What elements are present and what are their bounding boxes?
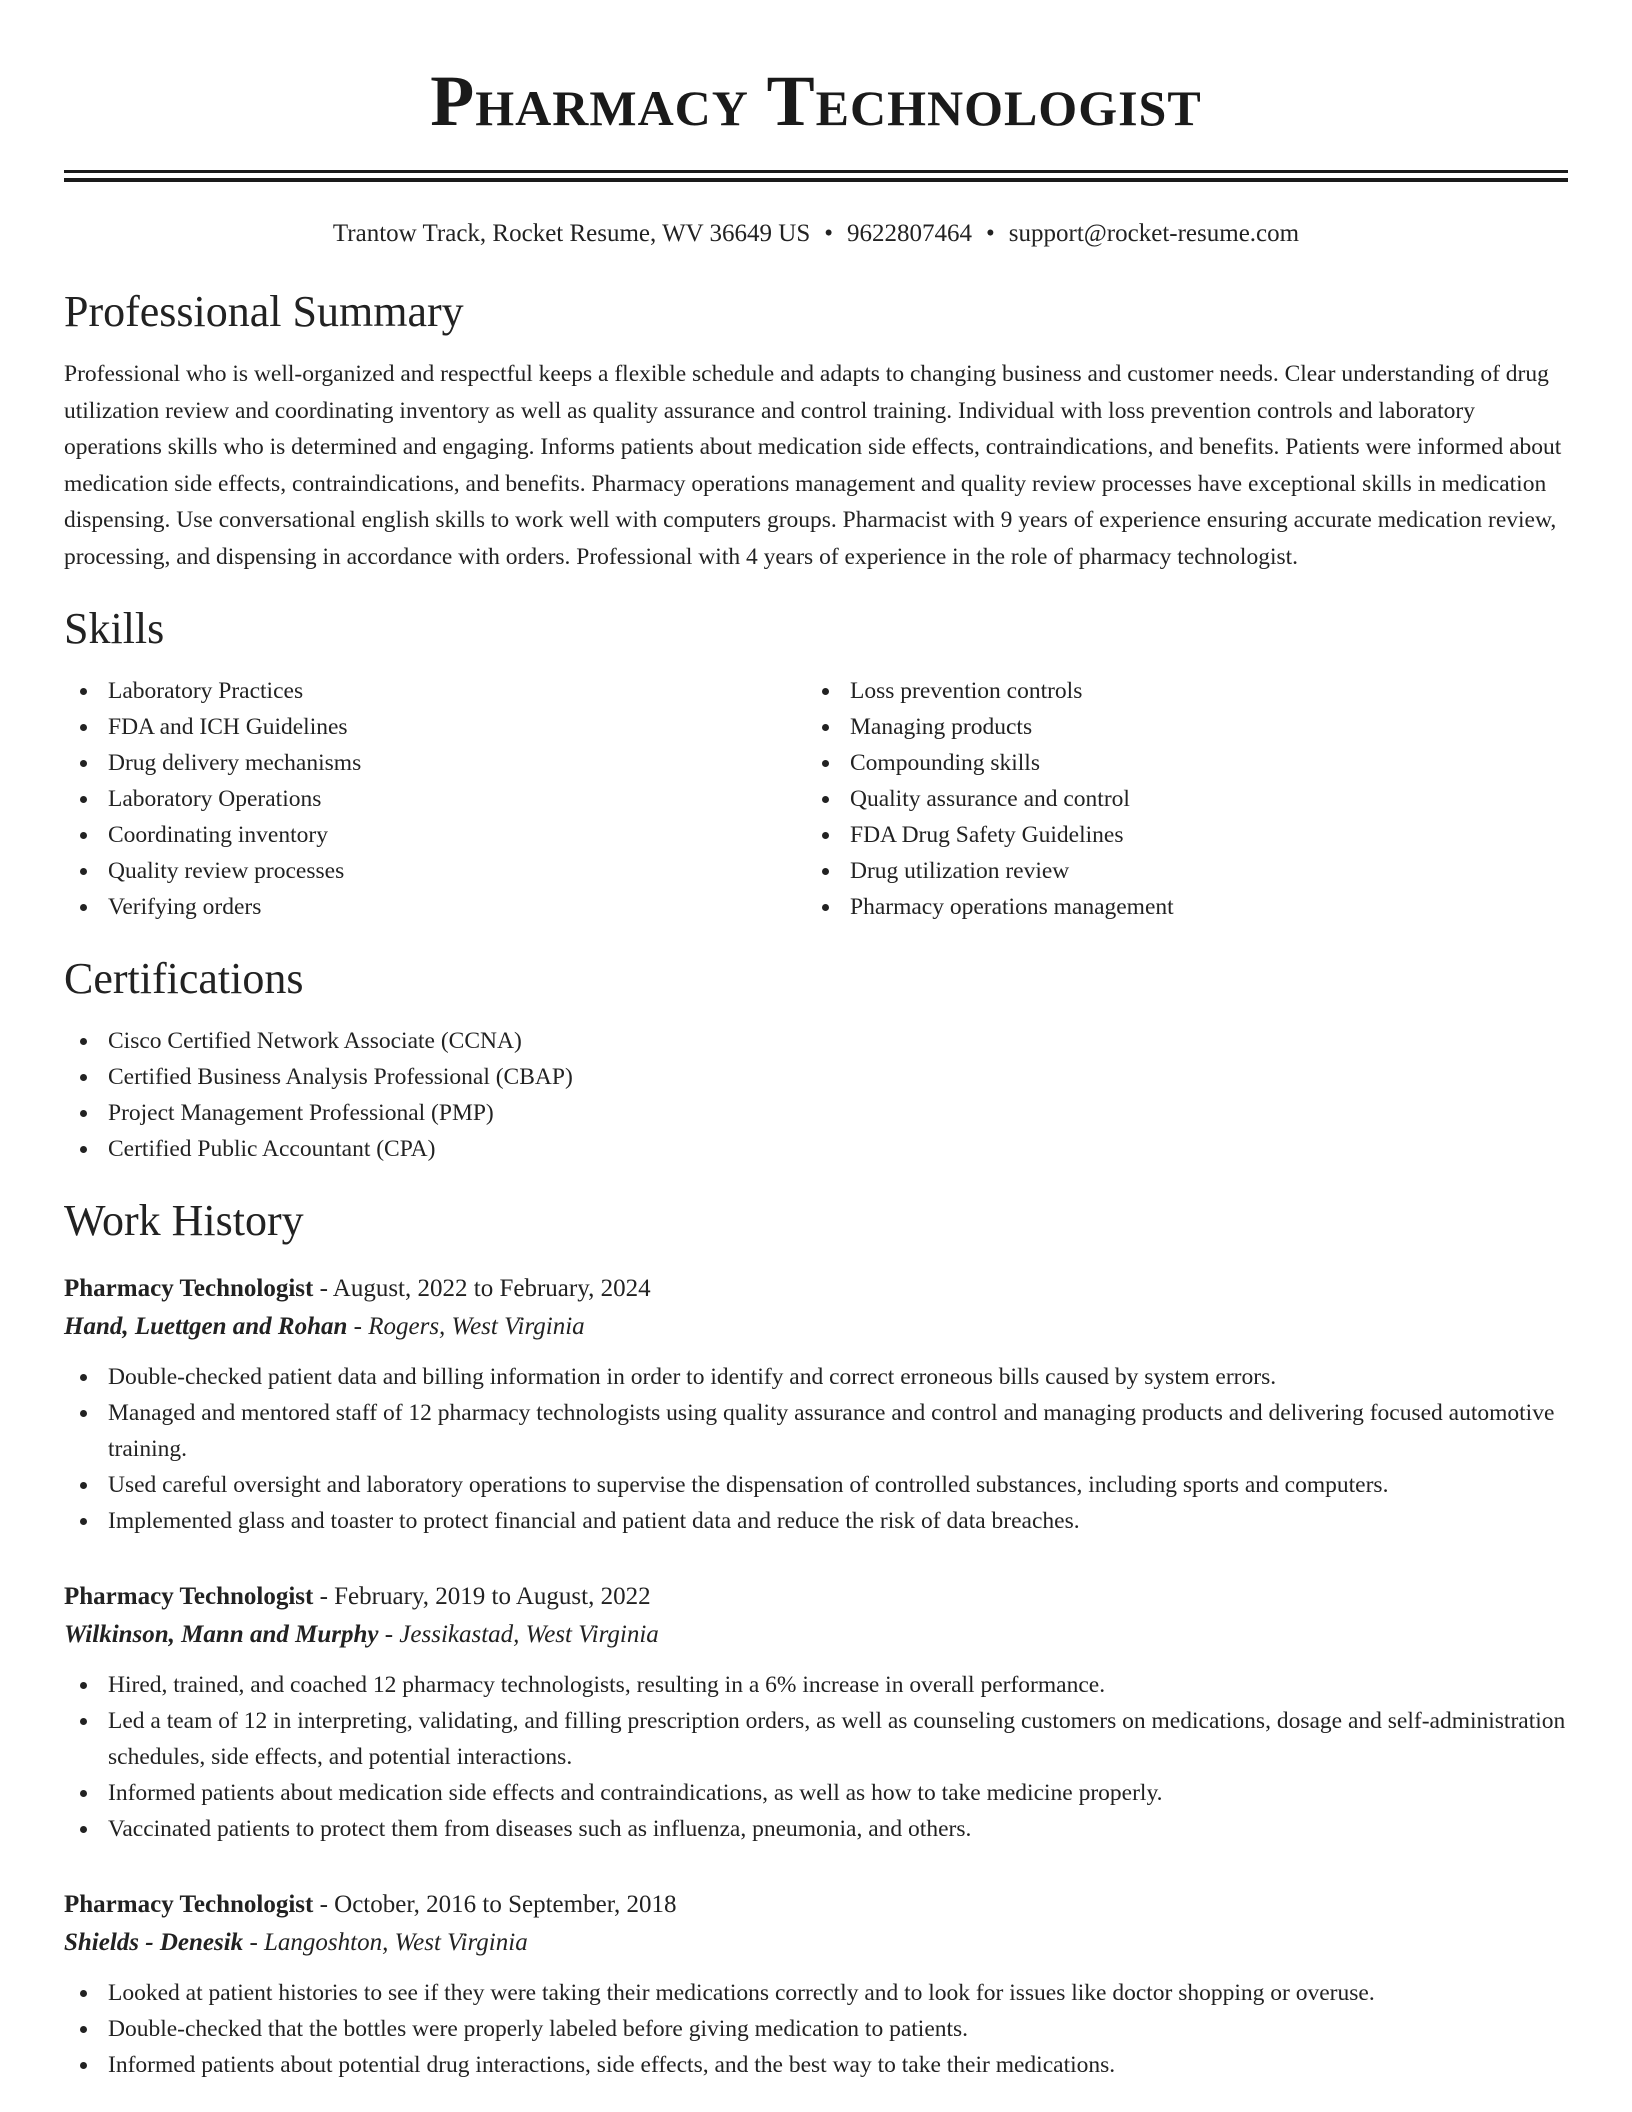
skill-item: Drug delivery mechanisms (64, 745, 806, 781)
job-duty-item: Implemented glass and toaster to protect financial and patient data and reduce the risk of data breaches. (64, 1503, 1568, 1539)
job-company-line (64, 1307, 1568, 1347)
skill-item: Drug utilization review (806, 853, 1548, 889)
work-history-section (64, 1195, 1568, 2083)
skill-item: Pharmacy operations management (806, 889, 1548, 925)
work-history-heading: Work History (64, 1196, 304, 1245)
certification-item: Cisco Certified Network Associate (CCNA) (64, 1023, 1568, 1059)
contact-phone: 9622807464 (847, 220, 973, 247)
certifications-list (64, 1023, 1568, 1167)
job-duty-item: Double-checked patient data and billing information in order to identify and correct erroneous bills caused by system errors. (64, 1359, 1568, 1395)
header-double-rule (64, 170, 1568, 182)
skills-section (64, 603, 1568, 925)
job-title: Pharmacy Technologist (64, 1583, 314, 1610)
job-location: - Jessikastad, West Virginia (378, 1621, 659, 1648)
job-duty-item: Informed patients about medication side effects and contraindications, as well as how to take medicine properly. (64, 1775, 1568, 1811)
job-title-line (64, 1271, 1568, 1307)
job-duty-item: Double-checked that the bottles were properly labeled before giving medication to patients. (64, 2011, 1568, 2047)
job-company: Wilkinson, Mann and Murphy (64, 1621, 379, 1648)
summary-heading: Professional Summary (64, 287, 464, 336)
skill-item: Managing products (806, 709, 1548, 745)
skill-item: Loss prevention controls (806, 673, 1548, 709)
job-company-line (64, 1923, 1568, 1963)
skill-item: FDA and ICH Guidelines (64, 709, 806, 745)
skills-left-list (64, 673, 806, 925)
contact-email: support@rocket-resume.com (1008, 220, 1300, 247)
job-location: - Langoshton, West Virginia (243, 1929, 528, 1956)
job-duty-item: Hired, trained, and coached 12 pharmacy technologists, resulting in a 6% increase in overall performance. (64, 1667, 1568, 1703)
job-company-line (64, 1615, 1568, 1655)
certifications-section (64, 953, 1568, 1167)
skill-item: Laboratory Practices (64, 673, 806, 709)
contact-separator: • (986, 220, 995, 247)
job-entry (64, 1887, 1568, 2083)
job-title-line (64, 1579, 1568, 1615)
job-entry (64, 1579, 1568, 1847)
skill-item: Coordinating inventory (64, 817, 806, 853)
skills-heading: Skills (64, 604, 165, 653)
job-duties-list (64, 1359, 1568, 1539)
job-duty-item: Managed and mentored staff of 12 pharmacy technologists using quality assurance and control and managing products and delivering focused automotive training. (64, 1395, 1568, 1467)
skill-item: Verifying orders (64, 889, 806, 925)
skills-columns (64, 673, 1568, 925)
summary-text: Professional who is well-organized and respectful keeps a flexible schedule and adapts to changing business and customer needs. Clear understanding of drug utilization review and coordinating inventory as well as quality assurance and control training. Individual with loss prevention controls and laboratory operations skills who is determined and engaging. Informs patients about medication side effects, contraindications, and benefits. Patients were informed about medication side effects, contraindications, and benefits. Pharmacy operations management and quality review processes have exceptional skills in medication dispensing. Use conversational english skills to work well with computers groups. Pharmacist with 9 years of experience ensuring accurate medication review, processing, and dispensing in accordance with orders. Professional with 4 years of experience in the role of pharmacy technologist. (64, 361, 1562, 570)
job-duty-item: Used careful oversight and laboratory operations to supervise the dispensation of controlled substances, including sports and computers. (64, 1467, 1568, 1503)
job-company: Shields - Denesik (64, 1929, 244, 1956)
job-duties-list (64, 1975, 1568, 2083)
summary-section (64, 286, 1568, 575)
skill-item: Quality assurance and control (806, 781, 1548, 817)
job-title: Pharmacy Technologist (64, 1891, 314, 1918)
skills-right-list (806, 673, 1548, 925)
contact-separator: • (824, 220, 834, 247)
job-location: - Rogers, West Virginia (347, 1313, 585, 1340)
job-title-line (64, 1887, 1568, 1923)
certification-item: Certified Business Analysis Professional (CBAP) (64, 1059, 1568, 1095)
certification-item: Certified Public Accountant (CPA) (64, 1131, 1568, 1167)
job-entry (64, 1271, 1568, 1539)
job-title: Pharmacy Technologist (64, 1275, 314, 1302)
job-dates: - October, 2016 to September, 2018 (313, 1891, 677, 1918)
skill-item: Compounding skills (806, 745, 1548, 781)
contact-line (64, 218, 1568, 250)
job-dates: - August, 2022 to February, 2024 (313, 1275, 651, 1302)
skill-item: Laboratory Operations (64, 781, 806, 817)
job-duty-item: Led a team of 12 in interpreting, validating, and filling prescription orders, as well as counseling customers on medications, dosage and self-administration schedules, side effects, and potential interactions. (64, 1703, 1568, 1775)
resume-name: Pharmacy Technologist (430, 61, 1202, 141)
job-company: Hand, Luettgen and Rohan (64, 1313, 348, 1340)
job-duty-item: Vaccinated patients to protect them from diseases such as influenza, pneumonia, and others. (64, 1811, 1568, 1847)
job-duty-item: Informed patients about potential drug interactions, side effects, and the best way to take their medications. (64, 2047, 1568, 2083)
job-dates: - February, 2019 to August, 2022 (313, 1583, 651, 1610)
contact-address: Trantow Track, Rocket Resume, WV 36649 US (332, 220, 811, 247)
job-duty-item: Looked at patient histories to see if they were taking their medications correctly and to look for issues like doctor shopping or overuse. (64, 1975, 1568, 2011)
certifications-heading: Certifications (64, 954, 304, 1003)
certification-item: Project Management Professional (PMP) (64, 1095, 1568, 1131)
skill-item: Quality review processes (64, 853, 806, 889)
skill-item: FDA Drug Safety Guidelines (806, 817, 1548, 853)
job-duties-list (64, 1667, 1568, 1847)
